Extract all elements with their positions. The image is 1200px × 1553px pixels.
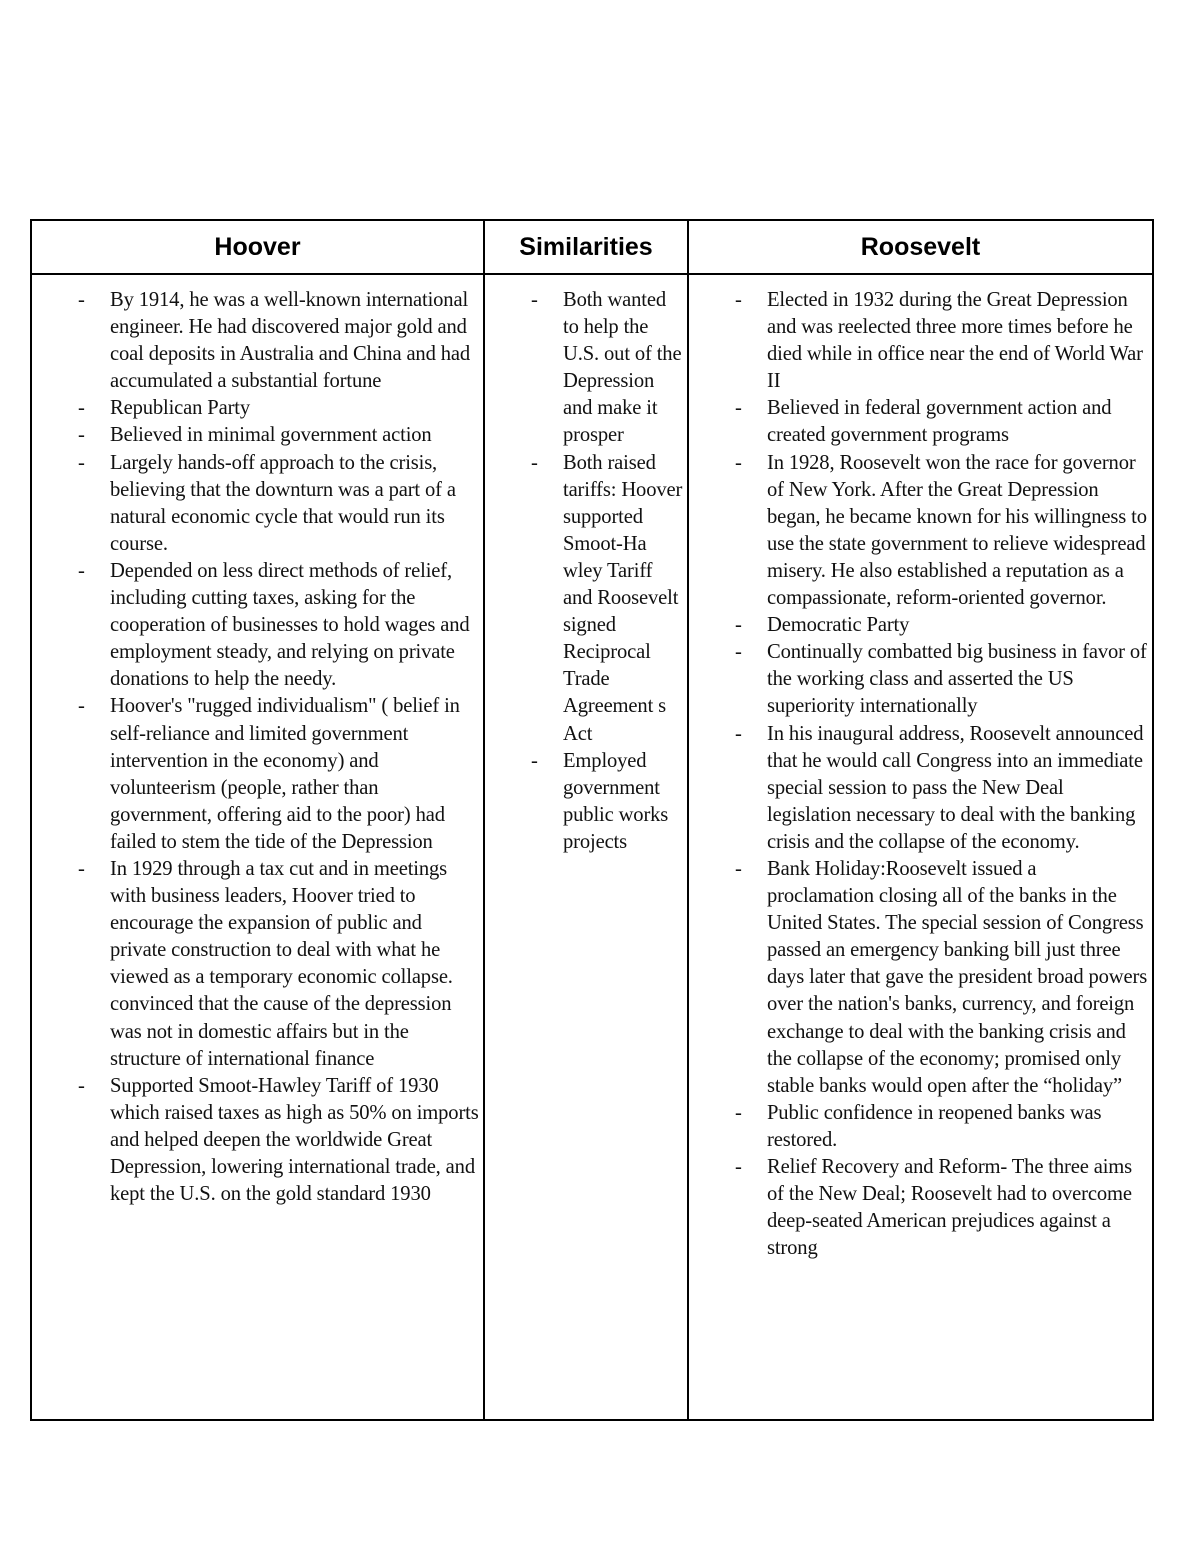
list-item: - In 1929 through a tax cut and in meetings with business leaders, Hoover tried to encourage the expansion of public and private construction to deal with what he viewed as a temporary economic collapse. convinced that the cause of the depression was not in domestic affairs but in the structure of international finance	[32, 856, 483, 1073]
list-item: - In 1928, Roosevelt won the race for governor of New York. After the Great Depression began, he became known for his willingness to use the state government to relieve widespread misery. He also established a reputation as a compassionate, reform-oriented governor.	[689, 450, 1152, 613]
list-item: - Relief Recovery and Reform- The three aims of the New Deal; Roosevelt had to overcome deep-seated American prejudices against a strong	[689, 1154, 1152, 1262]
content-row	[31, 274, 1153, 1420]
list-item: - Believed in federal government action and created government programs	[689, 395, 1152, 449]
roosevelt-list	[689, 287, 1152, 1262]
list-item: - Public confidence in reopened banks was restored.	[689, 1100, 1152, 1154]
list-item: - Hoover's "rugged individualism" ( belief in self-reliance and limited government intervention in the economy) and volunteerism (people, rather than government, offering aid to the poor) had failed to stem the tide of the Depression	[32, 693, 483, 856]
list-item: - Employed government public works projects	[485, 748, 687, 856]
list-item: - Largely hands-off approach to the crisis, believing that the downturn was a part of a natural economic cycle that would run its course.	[32, 450, 483, 558]
hoover-list	[32, 287, 483, 1208]
similarities-list	[485, 287, 687, 856]
list-item: - Both wanted to help the U.S. out of the Depression and make it prosper	[485, 287, 687, 450]
list-item: - Republican Party	[32, 395, 483, 422]
list-item: - Democratic Party	[689, 612, 1152, 639]
list-item: - Elected in 1932 during the Great Depression and was reelected three more times before he died while in office near the end of World War II	[689, 287, 1152, 395]
header-roosevelt: Roosevelt	[688, 220, 1153, 274]
hoover-cell	[31, 274, 484, 1420]
list-item: - In his inaugural address, Roosevelt announced that he would call Congress into an immediate special session to pass the New Deal legislation necessary to deal with the banking crisis and the collapse of the economy.	[689, 721, 1152, 856]
roosevelt-cell	[688, 274, 1153, 1420]
list-item: - Continually combatted big business in favor of the working class and asserted the US superiority internationally	[689, 639, 1152, 720]
list-item: - Supported Smoot-Hawley Tariff of 1930 which raised taxes as high as 50% on imports and helped deepen the worldwide Great Depression, lowering international trade, and kept the U.S. on the gold standard 1930	[32, 1073, 483, 1208]
list-item: - By 1914, he was a well-known international engineer. He had discovered major gold and coal deposits in Australia and China and had accumulated a substantial fortune	[32, 287, 483, 395]
header-hoover: Hoover	[31, 220, 484, 274]
list-item: - Both raised tariffs: Hoover supported Smoot-Ha wley Tariff and Roosevelt signed Reciprocal Trade Agreement s Act	[485, 450, 687, 748]
list-item: - Depended on less direct methods of relief, including cutting taxes, asking for the cooperation of businesses to hold wages and employment steady, and relying on private donations to help the needy.	[32, 558, 483, 693]
comparison-table	[30, 219, 1154, 1421]
similarities-cell	[484, 274, 688, 1420]
header-similarities: Similarities	[484, 220, 688, 274]
list-item: - Bank Holiday:Roosevelt issued a proclamation closing all of the banks in the United States. The special session of Congress passed an emergency banking bill just three days later that gave the president broad powers over the nation's banks, currency, and foreign exchange to deal with the banking crisis and the collapse of the economy; promised only stable banks would open after the “holiday”	[689, 856, 1152, 1100]
header-row	[31, 220, 1153, 274]
list-item: - Believed in minimal government action	[32, 422, 483, 449]
